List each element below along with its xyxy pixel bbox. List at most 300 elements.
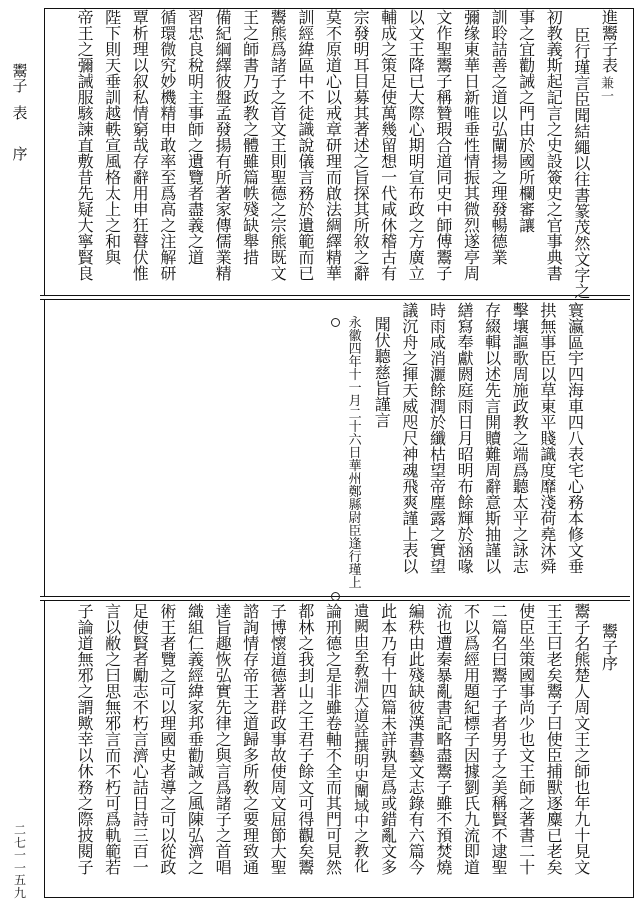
text-char: 著: [215, 184, 232, 203]
text-char: 瑾: [348, 563, 362, 578]
text-char: 大: [354, 692, 370, 710]
text-column: [600, 624, 620, 672]
text-char: 書: [408, 730, 425, 749]
text-char: 之: [243, 698, 260, 717]
text-char: 言: [215, 762, 232, 781]
text-char: 旨: [215, 618, 232, 637]
text-char: 敘: [353, 232, 370, 251]
text-char: 之: [187, 136, 204, 155]
text-char: 昔: [77, 168, 94, 187]
text-char: 尺: [402, 429, 419, 448]
text-char: 良: [187, 40, 204, 59]
text-column: [456, 303, 476, 575]
text-char: 德: [270, 184, 287, 203]
text-char: 務: [298, 184, 315, 203]
text-char: 篆: [574, 202, 591, 221]
text-char: 八: [567, 429, 584, 448]
text-char: 平: [540, 413, 557, 432]
text-char: 訓: [105, 88, 122, 107]
text-char: 聖: [436, 40, 453, 59]
text-char: 盡: [187, 200, 204, 219]
text-char: 策: [381, 56, 398, 75]
text-char: 情: [463, 152, 480, 171]
text-char: 此: [408, 650, 425, 669]
text-char: 降: [408, 56, 425, 75]
text-char: 未: [381, 714, 398, 733]
text-char: 永: [348, 316, 362, 331]
text-char: 明: [354, 752, 370, 770]
text-char: 錯: [381, 810, 398, 829]
text-char: 逮: [491, 842, 508, 861]
text-char: 可: [105, 794, 122, 813]
text-char: 之: [243, 120, 260, 139]
text-char: 發: [353, 24, 370, 43]
text-char: 道: [270, 650, 287, 669]
text-char: 申: [132, 200, 149, 219]
text-char: 謳: [512, 333, 529, 352]
text-char: 以: [325, 88, 342, 107]
margin-title-char: 鬻: [12, 62, 28, 80]
text-char: 子: [77, 858, 94, 877]
text-char: 雖: [243, 152, 260, 171]
text-char: 師: [243, 40, 260, 59]
text-char: 消: [429, 349, 446, 368]
text-char: 國: [519, 666, 536, 685]
text-char: 拱: [540, 301, 557, 320]
text-char: 傳: [215, 216, 232, 235]
text-char: 啟: [325, 184, 342, 203]
text-char: 識: [540, 445, 557, 464]
text-char: 之: [574, 746, 591, 765]
text-char: 聞: [374, 315, 391, 334]
text-char: 恢: [215, 650, 232, 669]
text-char: 善: [491, 56, 508, 75]
text-char: 德: [270, 666, 287, 685]
text-char: 經: [187, 666, 204, 685]
text-char: 帝: [429, 477, 446, 496]
text-char: 麋: [546, 810, 563, 829]
text-char: 爲: [160, 184, 177, 203]
text-char: 莫: [325, 8, 342, 27]
text-char: 盤: [215, 88, 232, 107]
text-char: 時: [429, 301, 446, 320]
text-char: 鬻: [436, 248, 453, 267]
text-char: 使: [132, 618, 149, 637]
text-char: 預: [436, 826, 453, 845]
text-char: 缘: [463, 24, 480, 43]
text-char: 解: [160, 248, 177, 267]
text-char: 不: [298, 88, 315, 107]
text-char: 謹: [402, 509, 419, 528]
text-char: 讓: [519, 216, 536, 235]
text-char: 以: [77, 746, 94, 765]
text-char: 揮: [402, 365, 419, 384]
text-char: 訓: [491, 8, 508, 27]
text-char: 今: [408, 858, 425, 877]
text-column: [214, 10, 234, 282]
text-char: 日: [457, 413, 474, 432]
text-char: 布: [408, 184, 425, 203]
text-char: 史: [436, 184, 453, 203]
text-char: 而: [298, 248, 315, 267]
text-char: 鬻: [436, 762, 453, 781]
text-char: 之: [354, 827, 370, 845]
text-char: 徽: [348, 329, 362, 344]
text-column: [462, 604, 482, 876]
text-char: 闡: [491, 136, 508, 155]
text-char: 言: [485, 397, 502, 416]
text-char: 理: [491, 184, 508, 203]
text-column: [76, 604, 96, 876]
text-char: 觀: [298, 826, 315, 845]
text-char: 使: [546, 730, 563, 749]
text-column: [158, 604, 178, 876]
text-char: 論: [325, 602, 342, 621]
text-column: [545, 10, 565, 282]
text-char: 謹: [374, 395, 391, 414]
text-char: 其: [463, 184, 480, 203]
text-char: 行: [574, 42, 591, 61]
text-char: 東: [463, 40, 480, 59]
text-char: 明: [457, 461, 474, 480]
text-char: 無: [77, 650, 94, 669]
text-char: 伏: [132, 248, 149, 267]
text-char: 幸: [77, 730, 94, 749]
text-char: 審: [519, 200, 536, 219]
text-char: 休: [381, 216, 398, 235]
text-char: 歌: [512, 349, 529, 368]
text-char: 教: [546, 24, 563, 43]
text-char: 紀: [215, 24, 232, 43]
text-char: 論: [77, 618, 94, 637]
text-char: 百: [132, 842, 149, 861]
text-char: 之: [325, 650, 342, 669]
section-mark-circle: [331, 318, 340, 327]
text-char: 亭: [463, 248, 480, 267]
text-char: 事: [187, 104, 204, 123]
text-char: 可: [160, 682, 177, 701]
text-char: 史: [546, 184, 563, 203]
text-char: 神: [402, 445, 419, 464]
text-char: 足: [132, 602, 149, 621]
text-char: 存: [243, 650, 260, 669]
text-column: [241, 604, 261, 876]
text-char: 文: [519, 746, 536, 765]
text-char: 雖: [436, 794, 453, 813]
text-char: 美: [491, 778, 508, 797]
text-char: 主: [187, 88, 204, 107]
text-char: 十: [348, 420, 362, 435]
text-char: 實: [429, 541, 446, 560]
text-char: 子: [436, 72, 453, 91]
text-char: 若: [105, 858, 122, 877]
text-char: 周: [512, 365, 529, 384]
text-char: 唯: [463, 104, 480, 123]
text-char: 流: [436, 602, 453, 621]
text-char: 戒: [325, 104, 342, 123]
margin-page-number: [6, 824, 34, 900]
text-char: 之: [298, 698, 315, 717]
text-char: 往: [574, 170, 591, 189]
text-char: 文: [574, 714, 591, 733]
text-char: 詮: [354, 722, 370, 740]
text-char: 之: [512, 525, 529, 544]
text-char: 不: [132, 698, 149, 717]
text-char: 十: [348, 368, 362, 383]
text-char: 一: [348, 381, 362, 396]
text-char: 著: [270, 682, 287, 701]
text-char: 趣: [215, 634, 232, 653]
text-char: 宣: [105, 136, 122, 155]
text-char: 覃: [132, 8, 149, 27]
text-column: [186, 604, 206, 876]
text-char: 使: [270, 762, 287, 781]
text-char: 缺: [243, 216, 260, 235]
text-column: [158, 10, 178, 282]
text-char: 林: [298, 618, 315, 637]
text-char: 行: [348, 550, 362, 565]
text-char: 欄: [519, 184, 536, 203]
text-char: 之: [491, 168, 508, 187]
text-char: 王: [160, 618, 177, 637]
text-char: 潤: [429, 397, 446, 416]
text-char: 之: [402, 349, 419, 368]
text-char: 綢: [325, 216, 342, 235]
text-char: 望: [429, 557, 446, 576]
text-char: 也: [519, 730, 536, 749]
text-char: 平: [512, 509, 529, 528]
text-char: 詩: [132, 810, 149, 829]
text-char: 稅: [187, 56, 204, 75]
text-char: 篇: [408, 842, 425, 861]
text-column: [269, 10, 289, 282]
text-char: 之: [519, 794, 536, 813]
text-char: 同: [436, 168, 453, 187]
text-char: 道: [491, 88, 508, 107]
text-char: 子: [491, 746, 508, 765]
text-char: 之: [519, 24, 536, 43]
text-char: 域: [354, 797, 370, 815]
text-column: [572, 28, 592, 300]
text-char: 之: [243, 794, 260, 813]
text-char: 軼: [105, 120, 122, 139]
text-char: 教: [512, 413, 529, 432]
text-char: 篇: [381, 698, 398, 717]
text-char: 訓: [298, 8, 315, 27]
text-char: 理: [160, 714, 177, 733]
text-char: 鬻: [546, 682, 563, 701]
margin-page-char: 一: [13, 860, 26, 875]
text-char: 六: [408, 826, 425, 845]
text-char: 賢: [132, 634, 149, 653]
text-char: 書: [546, 264, 563, 283]
text-char: 草: [540, 381, 557, 400]
text-char: 喙: [457, 557, 474, 576]
text-char: 文: [381, 842, 398, 861]
text-char: 周: [485, 461, 502, 480]
text-char: 詳: [381, 730, 398, 749]
text-char: 度: [540, 461, 557, 480]
text-char: 國: [519, 152, 536, 171]
text-char: 全: [325, 762, 342, 781]
text-char: 三: [132, 826, 149, 845]
text-char: 王: [574, 730, 591, 749]
text-char: 化: [354, 857, 370, 875]
text-char: 則: [105, 40, 122, 59]
text-char: 周: [270, 778, 287, 797]
text-char: 盡: [436, 746, 453, 765]
text-char: 私: [132, 88, 149, 107]
text-char: 者: [132, 650, 149, 669]
text-char: 循: [160, 8, 177, 27]
text-char: 太: [105, 184, 122, 203]
text-column: [407, 604, 427, 876]
text-char: 四: [381, 682, 398, 701]
text-char: 二: [348, 407, 362, 422]
text-char: 可: [160, 810, 177, 829]
text-char: 朽: [132, 714, 149, 733]
text-char: 雨: [457, 397, 474, 416]
text-char: 涵: [457, 541, 474, 560]
text-char: 天: [105, 56, 122, 75]
text-column: [407, 10, 427, 282]
text-char: 日: [463, 72, 480, 91]
text-char: 文: [270, 794, 287, 813]
text-char: 鬻: [574, 602, 591, 621]
text-char: 文: [270, 120, 287, 139]
text-char: 瑾: [574, 58, 591, 77]
text-char: 以: [485, 557, 502, 576]
text-char: 從: [160, 842, 177, 861]
text-char: 諮: [243, 602, 260, 621]
text-char: 忠: [187, 24, 204, 43]
text-char: 曰: [491, 650, 508, 669]
text-char: 可: [325, 826, 342, 845]
text-char: 王: [270, 136, 287, 155]
text-char: 之: [270, 200, 287, 219]
text-char: 邪: [105, 714, 122, 733]
text-char: 聽: [512, 477, 529, 496]
text-char: 有: [215, 152, 232, 171]
text-char: 其: [325, 794, 342, 813]
text-char: 目: [353, 72, 370, 91]
text-char: 楚: [574, 666, 591, 685]
text-char: 心: [132, 762, 149, 781]
text-column: [566, 303, 586, 575]
text-char: 義: [187, 650, 204, 669]
text-char: 募: [353, 88, 370, 107]
text-char: 濟: [187, 842, 204, 861]
text-char: 存: [485, 301, 502, 320]
text-char: 四: [348, 342, 362, 357]
text-char: 導: [160, 778, 177, 797]
text-char: 文: [408, 762, 425, 781]
text-char: 旨: [353, 168, 370, 187]
text-char: 勸: [519, 56, 536, 75]
text-char: 昭: [457, 445, 474, 464]
text-char: 暢: [491, 216, 508, 235]
text-char: 辭: [353, 264, 370, 283]
text-char: 名: [491, 634, 508, 653]
text-char: 劉: [463, 778, 480, 797]
text-char: 四: [567, 413, 584, 432]
text-char: 露: [429, 509, 446, 528]
text-char: 不: [436, 810, 453, 829]
text-char: 德: [491, 232, 508, 251]
text-column: [434, 604, 454, 876]
text-char: 志: [408, 778, 425, 797]
text-char: 務: [567, 493, 584, 512]
text-char: 敎: [354, 662, 370, 680]
text-char: 陳: [187, 810, 204, 829]
text-char: 通: [243, 858, 260, 877]
text-char: 道: [463, 858, 480, 877]
text-char: 理: [325, 152, 342, 171]
text-char: 鬻: [270, 8, 287, 27]
text-char: 節: [270, 826, 287, 845]
text-char: 越: [105, 104, 122, 123]
text-char: 子: [601, 638, 618, 657]
text-char: 成: [381, 24, 398, 43]
text-char: 宗: [353, 8, 370, 27]
text-char: 幾: [381, 120, 398, 139]
text-char: 壤: [512, 317, 529, 336]
text-char: 亂: [381, 826, 398, 845]
text-char: 初: [546, 8, 563, 27]
text-char: 道: [354, 707, 370, 725]
text-char: 然: [574, 234, 591, 253]
text-char: 彼: [215, 72, 232, 91]
text-char: 勸: [187, 746, 204, 765]
text-char: 術: [160, 602, 177, 621]
text-char: 得: [298, 810, 315, 829]
text-char: 區: [298, 56, 315, 75]
text-char: 故: [270, 746, 287, 765]
text-char: 敢: [160, 136, 177, 155]
text-char: 無: [105, 698, 122, 717]
text-char: 心: [567, 477, 584, 496]
text-char: 言: [374, 411, 391, 430]
text-char: 缺: [408, 682, 425, 701]
text-char: 子: [270, 72, 287, 91]
text-char: 之: [243, 24, 260, 43]
text-char: 王: [519, 762, 536, 781]
text-char: 存: [132, 152, 149, 171]
text-char: 周: [574, 698, 591, 717]
text-char: 軸: [325, 730, 342, 749]
text-char: 已: [546, 826, 563, 845]
text-char: 流: [463, 826, 480, 845]
text-char: 之: [215, 730, 232, 749]
text-char: 餘: [429, 381, 446, 400]
text-char: 風: [187, 794, 204, 813]
text-char: 之: [187, 232, 204, 251]
text-char: 家: [187, 698, 204, 717]
text-char: 留: [381, 136, 398, 155]
text-char: 東: [540, 397, 557, 416]
text-char: 史: [160, 746, 177, 765]
text-column: [490, 10, 510, 266]
text-char: 鬻: [601, 622, 618, 641]
text-char: 已: [408, 72, 425, 91]
text-char: 言: [546, 104, 563, 123]
text-char: 子: [298, 746, 315, 765]
text-char: 矣: [546, 858, 563, 877]
text-char: 織: [187, 602, 204, 621]
text-char: 道: [187, 248, 204, 267]
text-char: 格: [105, 168, 122, 187]
text-char: 用: [132, 184, 149, 203]
